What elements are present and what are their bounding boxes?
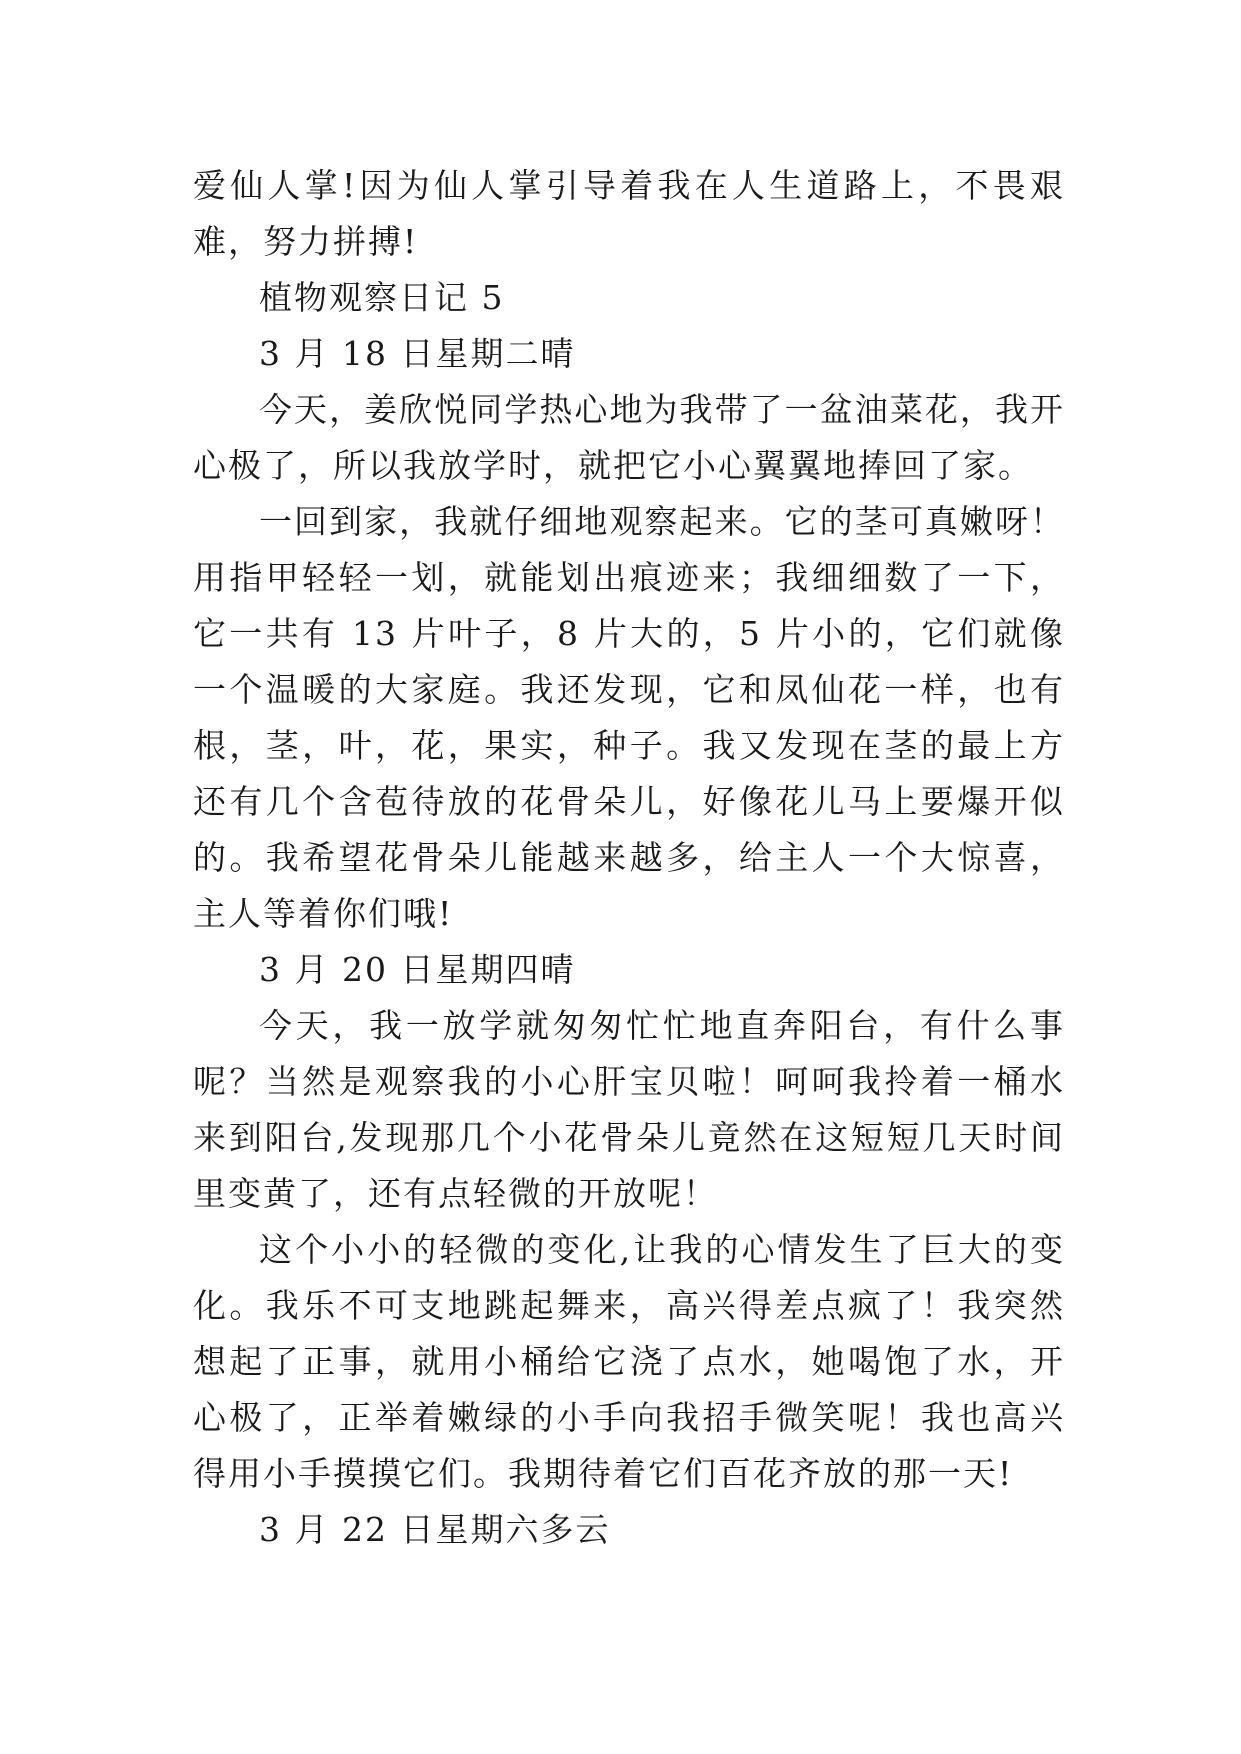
entry-1-paragraph-1: 今天，姜欣悦同学热心地为我带了一盆油菜花，我开心极了，所以我放学时，就把它小心翼翼地捧回了家。: [193, 390, 1065, 485]
entry-2-paragraph-2: 这个小小的轻微的变化,让我的心情发生了巨大的变化。我乐不可支地跳起舞来，高兴得差点疯了！我突然想起了正事，就用小桶给它浇了点水，她喝饱了水，开心极了，正举着嫩绿的小手向我招手微笑呢！我也高兴得用小手摸摸它们。我期待着它们百花齐放的那一天!: [193, 1230, 1065, 1493]
diary-title: 植物观察日记 5: [259, 278, 505, 317]
entry-1-paragraph-2: 一回到家，我就仔细地观察起来。它的茎可真嫩呀！用指甲轻轻一划，就能划出痕迹来；我细细数了一下，它一共有 13 片叶子，8 片大的，5 片小的，它们就像一个温暖的大家庭。我还发现，它和凤仙花一样，也有根，茎，叶，花，果实，种子。我又发现在茎的最上方还有几个含苞待放的花骨朵儿，好像花儿马上要爆开似的。我希望花骨朵儿能越来越多，给主人一个大惊喜，主人等着你们哦!: [193, 502, 1065, 933]
entry-date-1: 3 月 18 日星期二晴: [259, 334, 576, 373]
entry-date-3: 3 月 22 日星期六多云: [259, 1510, 611, 1549]
entry-2-paragraph-1: 今天，我一放学就匆匆忙忙地直奔阳台，有什么事呢？当然是观察我的小心肝宝贝啦！呵呵我拎着一桶水来到阳台,发现那几个小花骨朵儿竟然在这短短几天时间里变黄了，还有点轻微的开放呢！: [193, 1006, 1065, 1213]
document-body: [193, 158, 1065, 1558]
continuation-paragraph: 爱仙人掌!因为仙人掌引导着我在人生道路上，不畏艰难，努力拼搏!: [193, 166, 1065, 261]
entry-date-2: 3 月 20 日星期四晴: [259, 950, 576, 989]
